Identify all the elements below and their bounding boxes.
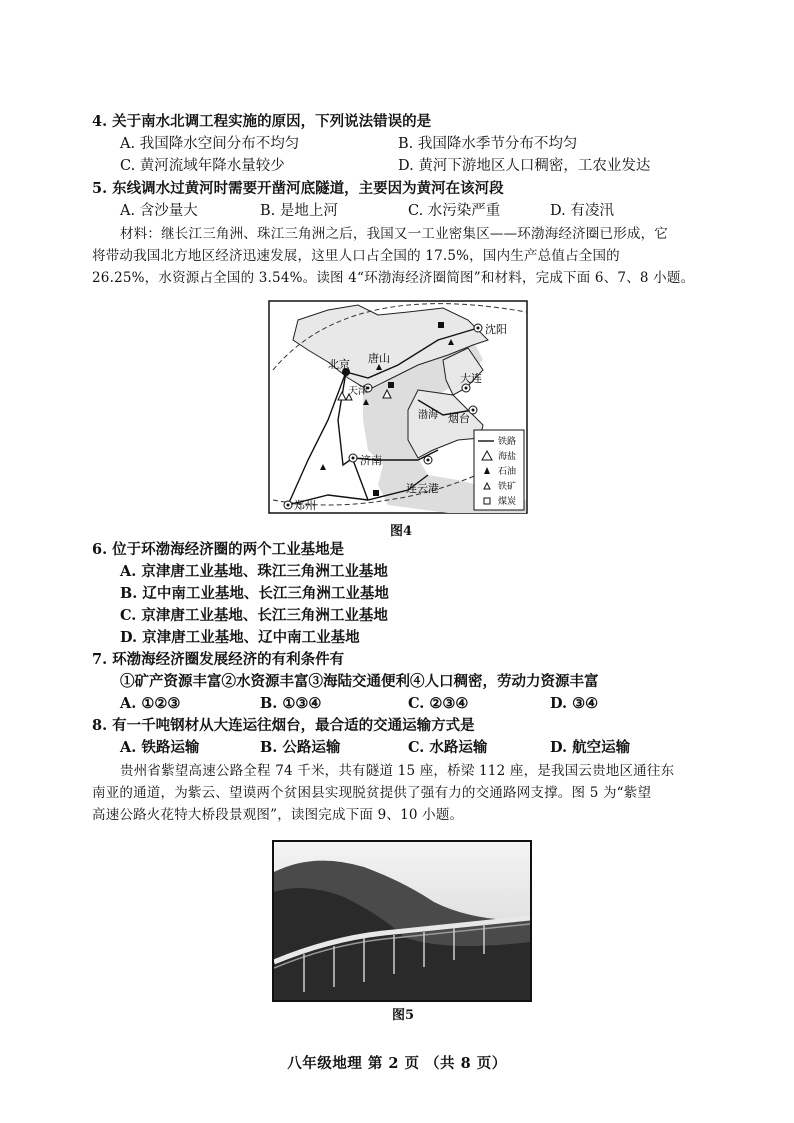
coal-icon [373, 490, 379, 496]
highway-bridge-photo [272, 840, 532, 1002]
city-yantai [469, 406, 477, 414]
q5-option-b: B. 是地上河 [260, 203, 338, 219]
label-zhengzhou: 郑州 [294, 499, 316, 512]
legend-coal: 煤炭 [498, 497, 517, 507]
material-2-line-2: 南亚的通道，为紫云、望谟两个贫困县实现脱贫提供了强有力的交通路网支撑。图 5 为“紫望 [92, 785, 652, 801]
label-bohai: 渤海 [418, 410, 438, 421]
q4-option-b: B. 我国降水季节分布不均匀 [398, 136, 578, 152]
q4-option-a: A. 我国降水空间分布不均匀 [120, 136, 300, 152]
q7-option-b: B. ①③④ [260, 695, 322, 712]
label-lianyungang: 连云港 [406, 482, 439, 495]
city-dalian [462, 384, 470, 392]
q7-option-d: D. ③④ [550, 695, 599, 712]
label-dalian: 大连 [460, 372, 482, 385]
figure-5-caption: 图5 [392, 1008, 415, 1023]
label-jinan: 济南 [360, 454, 382, 467]
q6-option-a: A. 京津唐工业基地、珠江三角洲工业基地 [120, 563, 388, 580]
material-1-line-3: 26.25%，水资源占全国的 3.54%。读图 4“环渤海经济圈简图”和材料，完成下面 6、7、8 小题。 [92, 270, 695, 286]
coal-icon [388, 382, 394, 388]
q8-option-d: D. 航空运输 [550, 739, 631, 756]
q5-option-d: D. 有凌汛 [550, 203, 614, 219]
coal-icon [438, 322, 444, 328]
question-5-stem: 5. 东线调水过黄河时需要开凿河底隧道，主要因为黄河在该河段 [92, 180, 504, 197]
q6-option-b: B. 辽中南工业基地、长江三角洲工业基地 [120, 585, 389, 602]
q7-option-c: C. ②③④ [408, 695, 469, 712]
q4-option-d: D. 黄河下游地区人口稠密，工农业发达 [398, 158, 651, 174]
q6-option-d: D. 京津唐工业基地、辽中南工业基地 [120, 629, 360, 646]
material-1-line-1: 材料：继长江三角洲、珠江三角洲之后，我国又一工业密集区——环渤海经济圈已形成，它 [120, 226, 668, 242]
question-6-stem: 6. 位于环渤海经济圈的两个工业基地是 [92, 541, 345, 558]
q7-option-a: A. ①②③ [120, 695, 181, 712]
city-zhengzhou [284, 501, 292, 509]
q4-option-c: C. 黄河流域年降水量较少 [120, 158, 285, 174]
city-shenyang [474, 324, 482, 332]
legend-coal-icon [484, 498, 490, 504]
figure-4-caption: 图4 [390, 524, 413, 539]
page-footer: 八年级地理 第 2 页 （共 8 页） [287, 1055, 507, 1072]
material-2-line-1: 贵州省紫望高速公路全程 74 千米，共有隧道 15 座，桥梁 112 座，是我国云贵地区通往东 [120, 763, 675, 779]
bohai-economic-circle-map [268, 300, 528, 514]
q7-conditions: ①矿产资源丰富②水资源丰富③海陆交通便利④人口稠密，劳动力资源丰富 [120, 673, 599, 690]
legend-railway: 铁路 [498, 437, 517, 447]
q6-option-c: C. 京津唐工业基地、长江三角洲工业基地 [120, 607, 388, 624]
q8-option-a: A. 铁路运输 [120, 739, 200, 756]
label-shenyang: 沈阳 [485, 323, 507, 336]
material-2-line-3: 高速公路火花特大桥段景观图”，读图完成下面 9、10 小题。 [92, 807, 464, 823]
question-7-stem: 7. 环渤海经济圈发展经济的有利条件有 [92, 651, 345, 668]
material-1-line-2: 将带动我国北方地区经济迅速发展，这里人口占全国的 17.5%，国内生产总值占全国的 [92, 248, 620, 264]
question-8-stem: 8. 有一千吨钢材从大连运往烟台，最合适的交通运输方式是 [92, 717, 475, 734]
q5-option-a: A. 含沙量大 [120, 203, 198, 219]
q8-option-c: C. 水路运输 [408, 739, 488, 756]
label-yantai: 烟台 [448, 412, 470, 425]
label-tangshan: 唐山 [368, 352, 390, 365]
map-legend [474, 430, 524, 510]
question-4-stem: 4. 关于南水北调工程实施的原因，下列说法错误的是 [92, 113, 432, 130]
legend-salt: 海盐 [498, 452, 517, 462]
legend-iron: 铁矿 [498, 482, 517, 492]
city-jinan [349, 454, 357, 462]
q5-option-c: C. 水污染严重 [408, 203, 501, 219]
city-qingdao-dot [424, 456, 432, 464]
label-tianjin: 天津 [348, 386, 368, 397]
label-beijing: 北京 [328, 358, 350, 371]
legend-oil: 石油 [498, 467, 517, 477]
q8-option-b: B. 公路运输 [260, 739, 341, 756]
